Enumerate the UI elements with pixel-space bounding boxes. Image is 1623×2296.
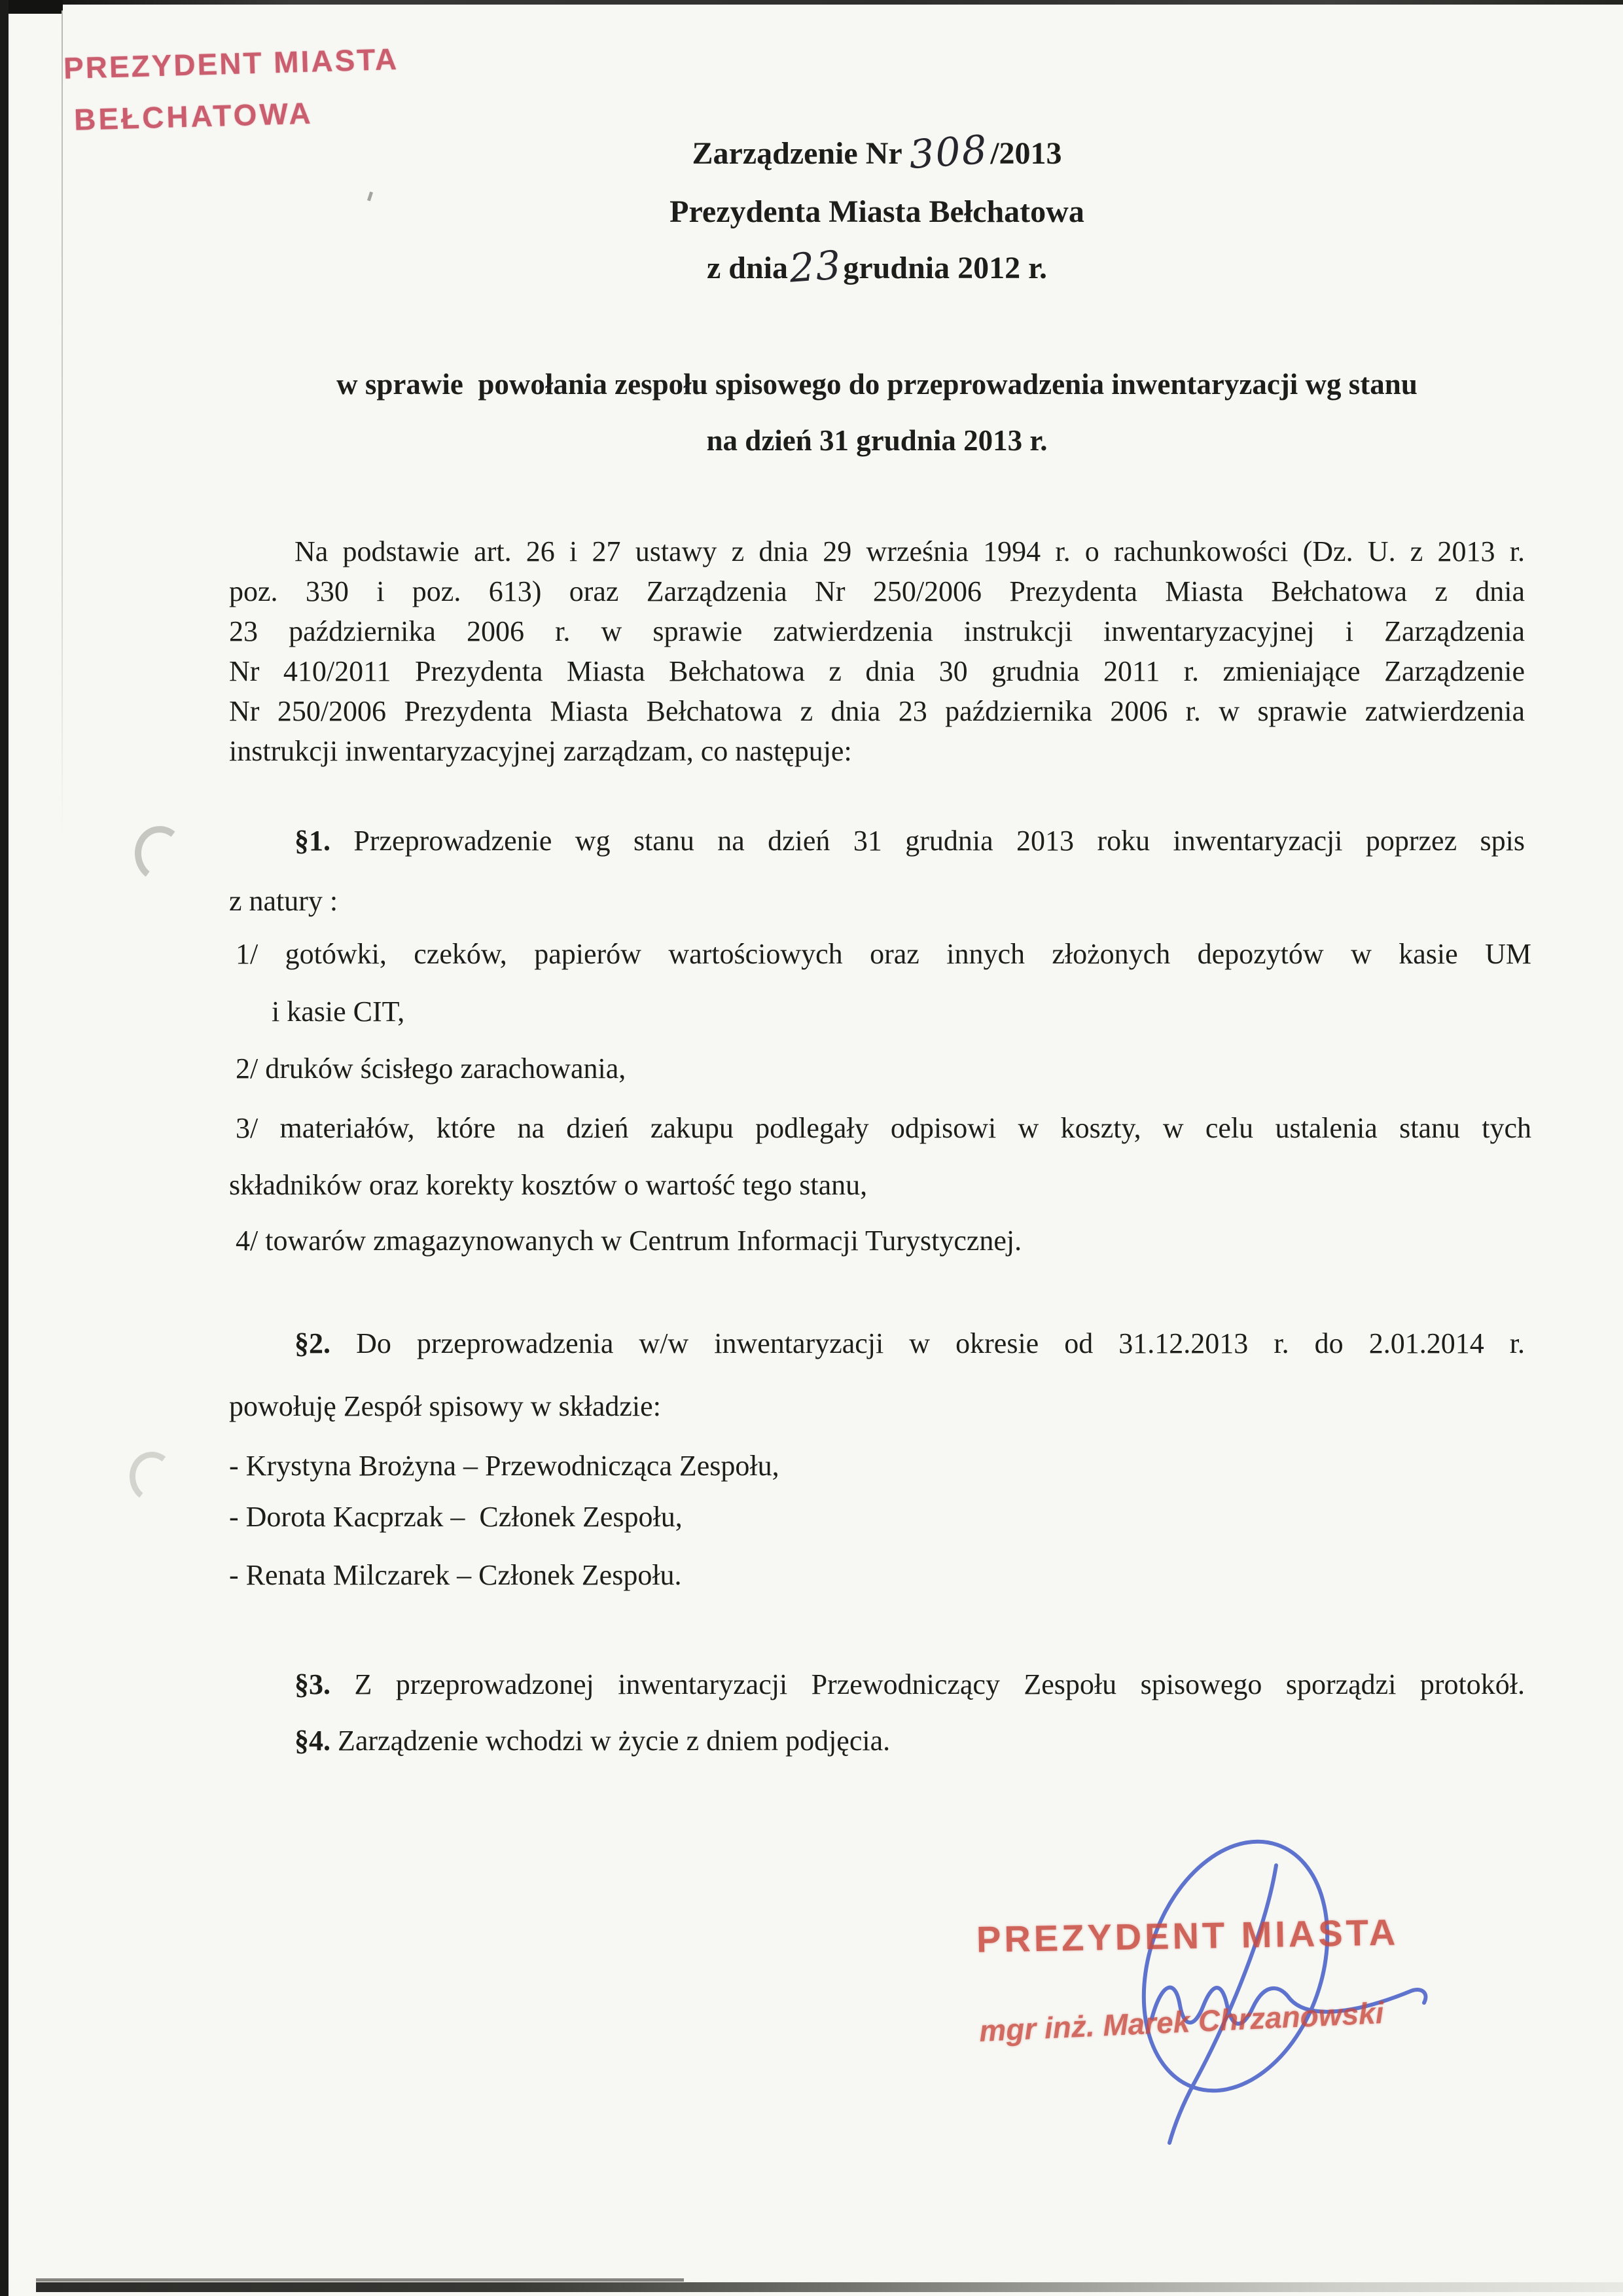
header-office-stamp — [63, 41, 401, 137]
team-member: - Dorota Kacprzak – Członek Zespołu, — [229, 1501, 683, 1533]
subject-line1: w sprawie powołania zespołu spisowego do przeprowadzenia inwentaryzacji wg stanu — [336, 368, 1418, 401]
scan-arc-artifact — [126, 1449, 179, 1506]
scan-arc-artifact — [131, 823, 189, 886]
intro-line: Nr 250/2006 Prezydenta Miasta Bełchatowa z dnia 23 października 2006 r. w sprawie zatwierdzenia — [229, 695, 1525, 727]
intro-line: Nr 410/2011 Prezydenta Miasta Bełchatowa z dnia 30 grudnia 2011 r. zmieniające Zarządzenie — [229, 655, 1525, 687]
title-suffix: /2013 — [990, 136, 1062, 171]
document-title-line2: Prezydenta Miasta Bełchatowa — [669, 194, 1084, 229]
paragraph-1-line2: z natury : — [229, 885, 338, 917]
scan-corner-top-left — [0, 0, 63, 14]
footer-office-stamp-title: PREZYDENT MIASTA — [976, 1911, 1399, 1960]
paragraph-2-marker: §2. — [294, 1327, 330, 1359]
intro-line: Na podstawie art. 26 i 27 ustawy z dnia 29 września 1994 r. o rachunkowości (Dz. U. z 2013 r. — [294, 535, 1525, 567]
list-item: 4/ towarów zmagazynowanych w Centrum Informacji Turystycznej. — [236, 1225, 1022, 1257]
intro-line: instrukcji inwentaryzacyjnej zarządzam, co następuje: — [229, 735, 852, 767]
document-title-line3 — [229, 242, 1525, 292]
list-item-continuation: i kasie CIT, — [272, 996, 405, 1028]
paragraph-1-marker: §1. — [294, 825, 330, 857]
paragraph-4-text: Zarządzenie wchodzi w życie z dniem podjęcia. — [338, 1725, 891, 1757]
date-prefix: z dnia — [706, 251, 789, 285]
team-member: - Krystyna Brożyna – Przewodnicząca Zespołu, — [229, 1450, 779, 1482]
paragraph-3-text: Z przeprowadzonej inwentaryzacji Przewodniczący Zespołu spisowego sporządzi protokół. — [354, 1668, 1525, 1700]
paragraph-2-line2: powołuję Zespół spisowy w składzie: — [229, 1390, 661, 1422]
scan-edge-top — [0, 0, 1623, 5]
scan-edge-bottom-line — [36, 2278, 684, 2282]
intro-line: 23 października 2006 r. w sprawie zatwierdzenia instrukcji inwentaryzacyjnej i Zarządzenia — [229, 615, 1525, 647]
paragraph-2-text: Do przeprowadzenia w/w inwentaryzacji w okresie od 31.12.2013 r. do 2.01.2014 r. — [356, 1327, 1525, 1359]
handwritten-day: 23 — [787, 242, 844, 292]
title-prefix: Zarządzenie Nr — [692, 136, 902, 171]
list-item-continuation: składników oraz korekty kosztów o wartość tego stanu, — [229, 1169, 868, 1201]
handwritten-ordinance-number: 308 — [907, 126, 990, 179]
signature-loop — [1112, 1817, 1359, 2116]
paragraph-1-line1 — [229, 821, 1525, 861]
scan-edge-bottom — [36, 2282, 1623, 2292]
document-title-line1 — [229, 126, 1525, 179]
scan-edge-left — [0, 0, 9, 2296]
paragraph-3-marker: §3. — [294, 1668, 330, 1700]
paragraph-2-line1 — [229, 1324, 1525, 1363]
paper-edge-shadow — [62, 10, 63, 835]
stamp-line: BEŁCHATOWA — [73, 96, 314, 137]
team-member: - Renata Milczarek – Członek Zespołu. — [229, 1559, 682, 1591]
list-item: 3/ materiałów, które na dzień zakupu podlegały odpisowi w koszty, w celu ustalenia stanu tych — [236, 1112, 1531, 1144]
paragraph-4 — [229, 1721, 1525, 1761]
subject-line2: na dzień 31 grudnia 2013 r. — [706, 424, 1048, 457]
list-item: 1/ gotówki, czeków, papierów wartościowych oraz innych złożonych depozytów w kasie UM — [236, 938, 1531, 970]
stamp-line: PREZYDENT MIASTA — [63, 41, 399, 86]
paragraph-3 — [229, 1665, 1525, 1704]
handwritten-signature — [1047, 1814, 1440, 2161]
paragraph-1-text: Przeprowadzenie wg stanu na dzień 31 grudnia 2013 roku inwentaryzacji poprzez spis — [353, 825, 1525, 857]
footer-stamp-signer-name: mgr inż. Marek Chrzanowski — [978, 1995, 1385, 2049]
intro-line: poz. 330 i poz. 613) oraz Zarządzenia Nr 250/2006 Prezydenta Miasta Bełchatowa z dnia — [229, 575, 1525, 607]
paragraph-4-marker: §4. — [294, 1725, 330, 1757]
list-item: 2/ druków ścisłego zarachowania, — [236, 1052, 626, 1085]
date-suffix: grudnia 2012 r. — [843, 251, 1047, 285]
